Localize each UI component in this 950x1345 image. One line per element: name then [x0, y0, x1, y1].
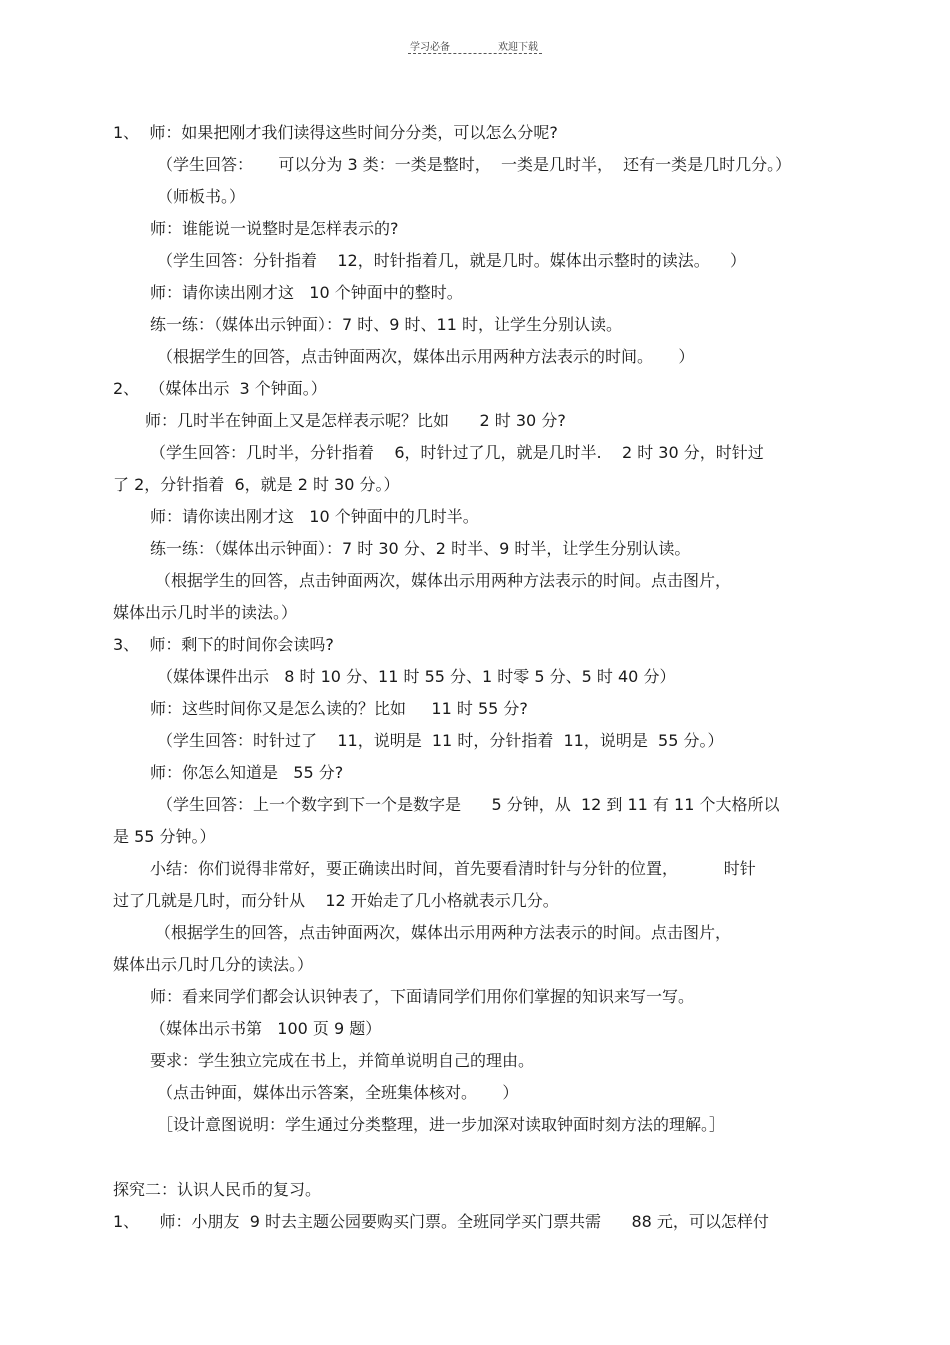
- text-line: 了 2，分针指着 6，就是 2 时 30 分。）: [113, 475, 400, 494]
- text-line: （学生回答：几时半，分针指着 6，时针过了几，就是几时半. 2 时 30 分，时针过: [150, 443, 764, 462]
- text-line: （根据学生的回答，点击钟面两次，媒体出示用两种方法表示的时间。 ）: [157, 347, 695, 366]
- text-line: 练一练：（媒体出示钟面）：7 时、9 时、11 时，让学生分别认读。: [150, 315, 622, 334]
- text-line: 1、 师：小朋友 9 时去主题公园要购买门票。全班同学买门票共需 88 元，可以怎样付: [113, 1212, 769, 1231]
- text-line: 师：请你读出刚才这 10 个钟面中的几时半。: [150, 507, 479, 526]
- text-line: 过了几就是几时，而分针从 12 开始走了几小格就表示几分。: [113, 891, 559, 910]
- section-heading: 探究二：认识人民币的复习。: [113, 1180, 322, 1199]
- text-line: 1、 师：如果把刚才我们读得这些时间分分类，可以怎么分呢?: [113, 123, 558, 142]
- text-line: 师：你怎么知道是 55 分?: [150, 763, 344, 782]
- text-line: 练一练：（媒体出示钟面）：7 时 30 分、2 时半、9 时半，让学生分别认读。: [150, 539, 691, 558]
- text-line: 是 55 分钟。）: [113, 827, 216, 846]
- text-line: 媒体出示几时半的读法。）: [113, 603, 298, 622]
- text-line: （媒体课件出示 8 时 10 分、11 时 55 分、1 时零 5 分、5 时 40 分）: [157, 667, 676, 686]
- text-line: （媒体出示书第 100 页 9 题）: [150, 1019, 382, 1038]
- text-line: 师：这些时间你又是怎么读的？比如 11 时 55 分?: [150, 699, 528, 718]
- text-line: （根据学生的回答，点击钟面两次，媒体出示用两种方法表示的时间。点击图片，: [155, 923, 732, 942]
- text-line: 师：几时半在钟面上又是怎样表示呢？比如 2 时 30 分?: [145, 411, 566, 430]
- text-line: 2、 （媒体出示 3 个钟面。）: [113, 379, 327, 398]
- page-header: [408, 38, 544, 58]
- header-right-text: 欢迎下载: [498, 42, 538, 53]
- text-line: （学生回答： 可以分为 3 类：一类是整时， 一类是几时半， 还有一类是几时几分。）: [157, 155, 792, 174]
- text-line: 媒体出示几时几分的读法。）: [113, 955, 314, 974]
- text-line: 师：谁能说一说整时是怎样表示的?: [150, 219, 399, 238]
- header-divider: [408, 53, 542, 54]
- text-line: 小结：你们说得非常好，要正确读出时间，首先要看清时针与分针的位置， 时针: [150, 859, 756, 878]
- design-note: ［设计意图说明：学生通过分类整理，进一步加深对读取钟面时刻方法的理解。］: [157, 1115, 726, 1134]
- header-left-text: 学习必备: [410, 42, 450, 53]
- text-line: （学生回答：分针指着 12，时针指着几，就是几时。媒体出示整时的读法。 ）: [157, 251, 747, 270]
- text-line: （根据学生的回答，点击钟面两次，媒体出示用两种方法表示的时间。点击图片，: [155, 571, 732, 590]
- text-line: 师：看来同学们都会认识钟表了，下面请同学们用你们掌握的知识来写一写。: [150, 987, 695, 1006]
- text-line: 要求：学生独立完成在书上，并简单说明自己的理由。: [150, 1051, 535, 1070]
- text-line: （学生回答：时针过了 11，说明是 11 时，分针指着 11，说明是 55 分。）: [157, 731, 724, 750]
- text-line: （学生回答：上一个数字到下一个是数字是 5 分钟，从 12 到 11 有 11 个大格所以: [157, 795, 780, 814]
- text-line: 3、 师：剩下的时间你会读吗?: [113, 635, 334, 654]
- text-line: （师板书。）: [157, 187, 246, 206]
- text-line: 师：请你读出刚才这 10 个钟面中的整时。: [150, 283, 463, 302]
- text-line: （点击钟面，媒体出示答案，全班集体核对。 ）: [157, 1083, 519, 1102]
